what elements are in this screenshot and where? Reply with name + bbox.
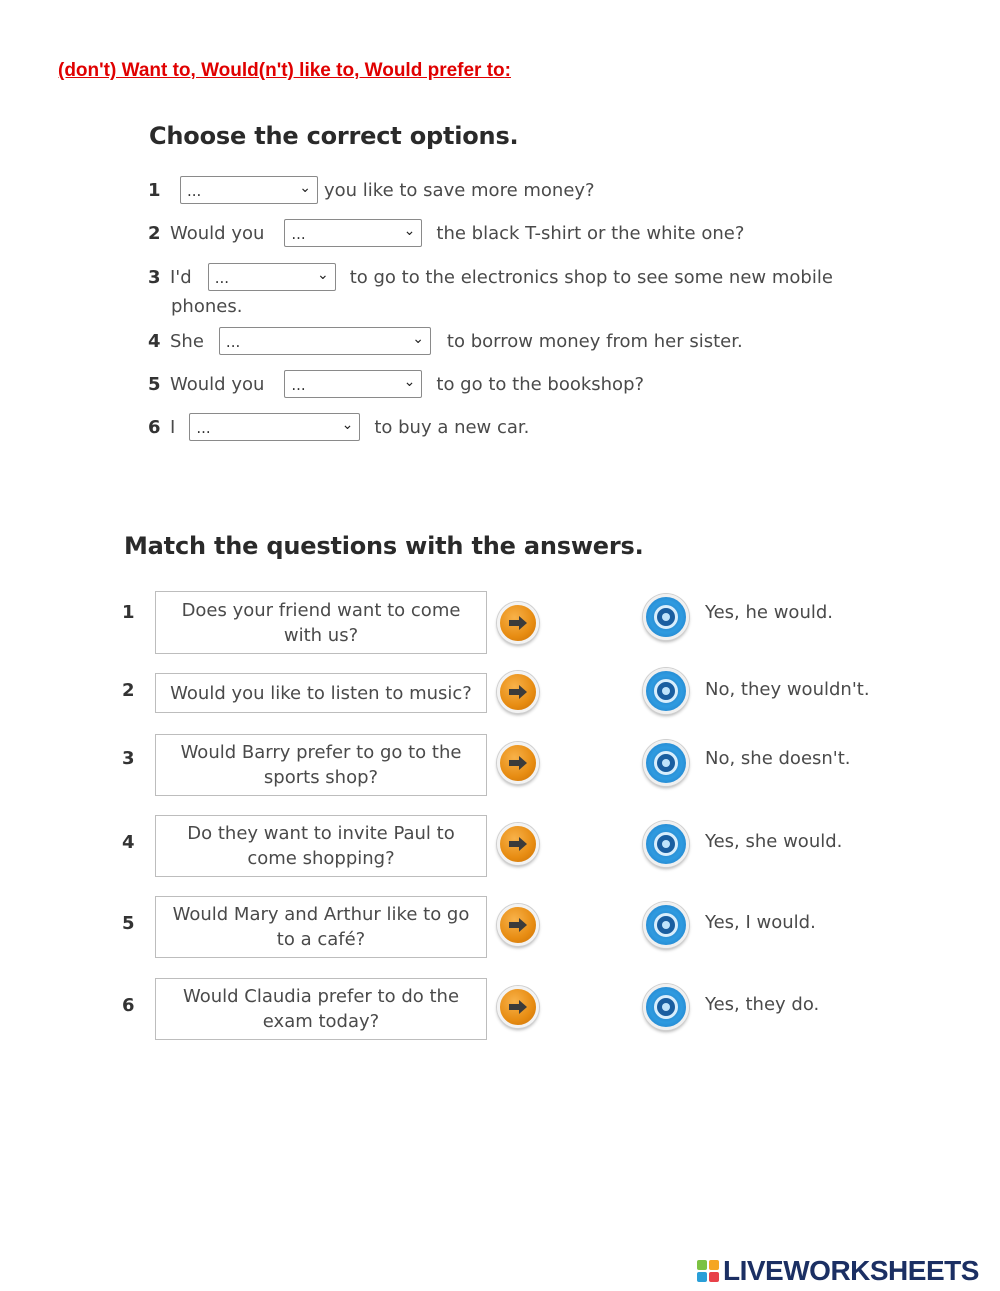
choose-item-2 [148,219,744,247]
choose-section-title: Choose the correct options. [149,122,519,150]
question-card-3: Would Barry prefer to go to the sports shop? [155,734,487,796]
item-text-before: I'd [170,266,192,288]
item-text-after: the black T-shirt or the white one? [436,222,745,244]
choose-item-1 [148,176,595,204]
question-card-4: Do they want to invite Paul to come shopping? [155,815,487,877]
logo-text: LIVEWORKSHEETS [723,1255,979,1286]
item-text-before: She [170,330,204,352]
select-value: ... [187,182,202,200]
select-value: ... [291,225,306,243]
option-select-1[interactable] [180,176,318,204]
chevron-down-icon: ⌄ [403,374,416,390]
select-value: ... [196,419,211,437]
answer-2: No, they wouldn't. [705,679,870,700]
option-select-3[interactable] [208,263,336,291]
chevron-down-icon: ⌄ [316,267,329,283]
answer-3: No, she doesn't. [705,748,851,769]
select-value: ... [291,376,306,394]
answer-6: Yes, they do. [705,994,820,1015]
arrow-right-icon[interactable] [497,823,539,865]
match-number-2: 2 [122,680,135,701]
chevron-down-icon: ⌄ [299,180,311,196]
target-icon[interactable] [643,984,689,1030]
option-select-6[interactable] [189,413,360,441]
chevron-down-icon: ⌄ [341,417,354,433]
topic-heading: (don't) Want to, Would(n't) like to, Would prefer to: [58,60,511,81]
item-number: 5 [148,373,161,395]
match-number-1: 1 [122,602,135,623]
match-number-6: 6 [122,995,135,1016]
arrow-right-icon[interactable] [497,671,539,713]
option-select-5[interactable] [284,370,422,398]
choose-item-5 [148,370,644,398]
option-select-2[interactable] [284,219,422,247]
arrow-right-icon[interactable] [497,904,539,946]
question-card-2: Would you like to listen to music? [155,673,487,713]
answer-5: Yes, I would. [705,912,816,933]
question-card-5: Would Mary and Arthur like to go to a café? [155,896,487,958]
target-icon[interactable] [643,740,689,786]
item-text-after: to buy a new car. [374,416,530,438]
arrow-right-icon[interactable] [497,742,539,784]
item-number: 2 [148,222,161,244]
match-section-title: Match the questions with the answers. [124,532,644,560]
item-text-after: to go to the electronics shop to see some new mobile [349,266,833,288]
item-number: 1 [148,179,161,201]
item-text-after: to go to the bookshop? [436,373,645,395]
arrow-right-icon[interactable] [497,986,539,1028]
answer-1: Yes, he would. [705,602,833,623]
match-number-5: 5 [122,913,135,934]
option-select-4[interactable] [219,327,431,355]
select-value: ... [225,333,241,351]
item-number: 4 [148,330,161,352]
item-text-after: to borrow money from her sister. [446,330,743,352]
match-number-3: 3 [122,748,135,769]
logo-mark-icon [697,1260,719,1282]
item-3-continuation: phones. [171,296,243,317]
select-value: ... [214,269,229,287]
answer-4: Yes, she would. [705,831,843,852]
target-icon[interactable] [643,902,689,948]
item-text-before: Would you [170,373,265,395]
item-text-before: Would you [170,222,265,244]
choose-item-3 [148,263,833,291]
target-icon[interactable] [643,594,689,640]
question-card-1: Does your friend want to come with us? [155,591,487,654]
chevron-down-icon: ⌄ [403,223,416,239]
item-text-after: you like to save more money? [324,179,595,201]
item-number: 6 [148,416,161,438]
target-icon[interactable] [643,668,689,714]
item-text-before: I [170,416,176,438]
item-number: 3 [148,266,161,288]
choose-item-4 [148,327,743,355]
question-card-6: Would Claudia prefer to do the exam today? [155,978,487,1040]
arrow-right-icon[interactable] [497,602,539,644]
choose-item-6 [148,413,529,441]
match-number-4: 4 [122,832,135,853]
target-icon[interactable] [643,821,689,867]
chevron-down-icon: ⌄ [412,331,424,347]
liveworksheets-logo [697,1255,979,1287]
